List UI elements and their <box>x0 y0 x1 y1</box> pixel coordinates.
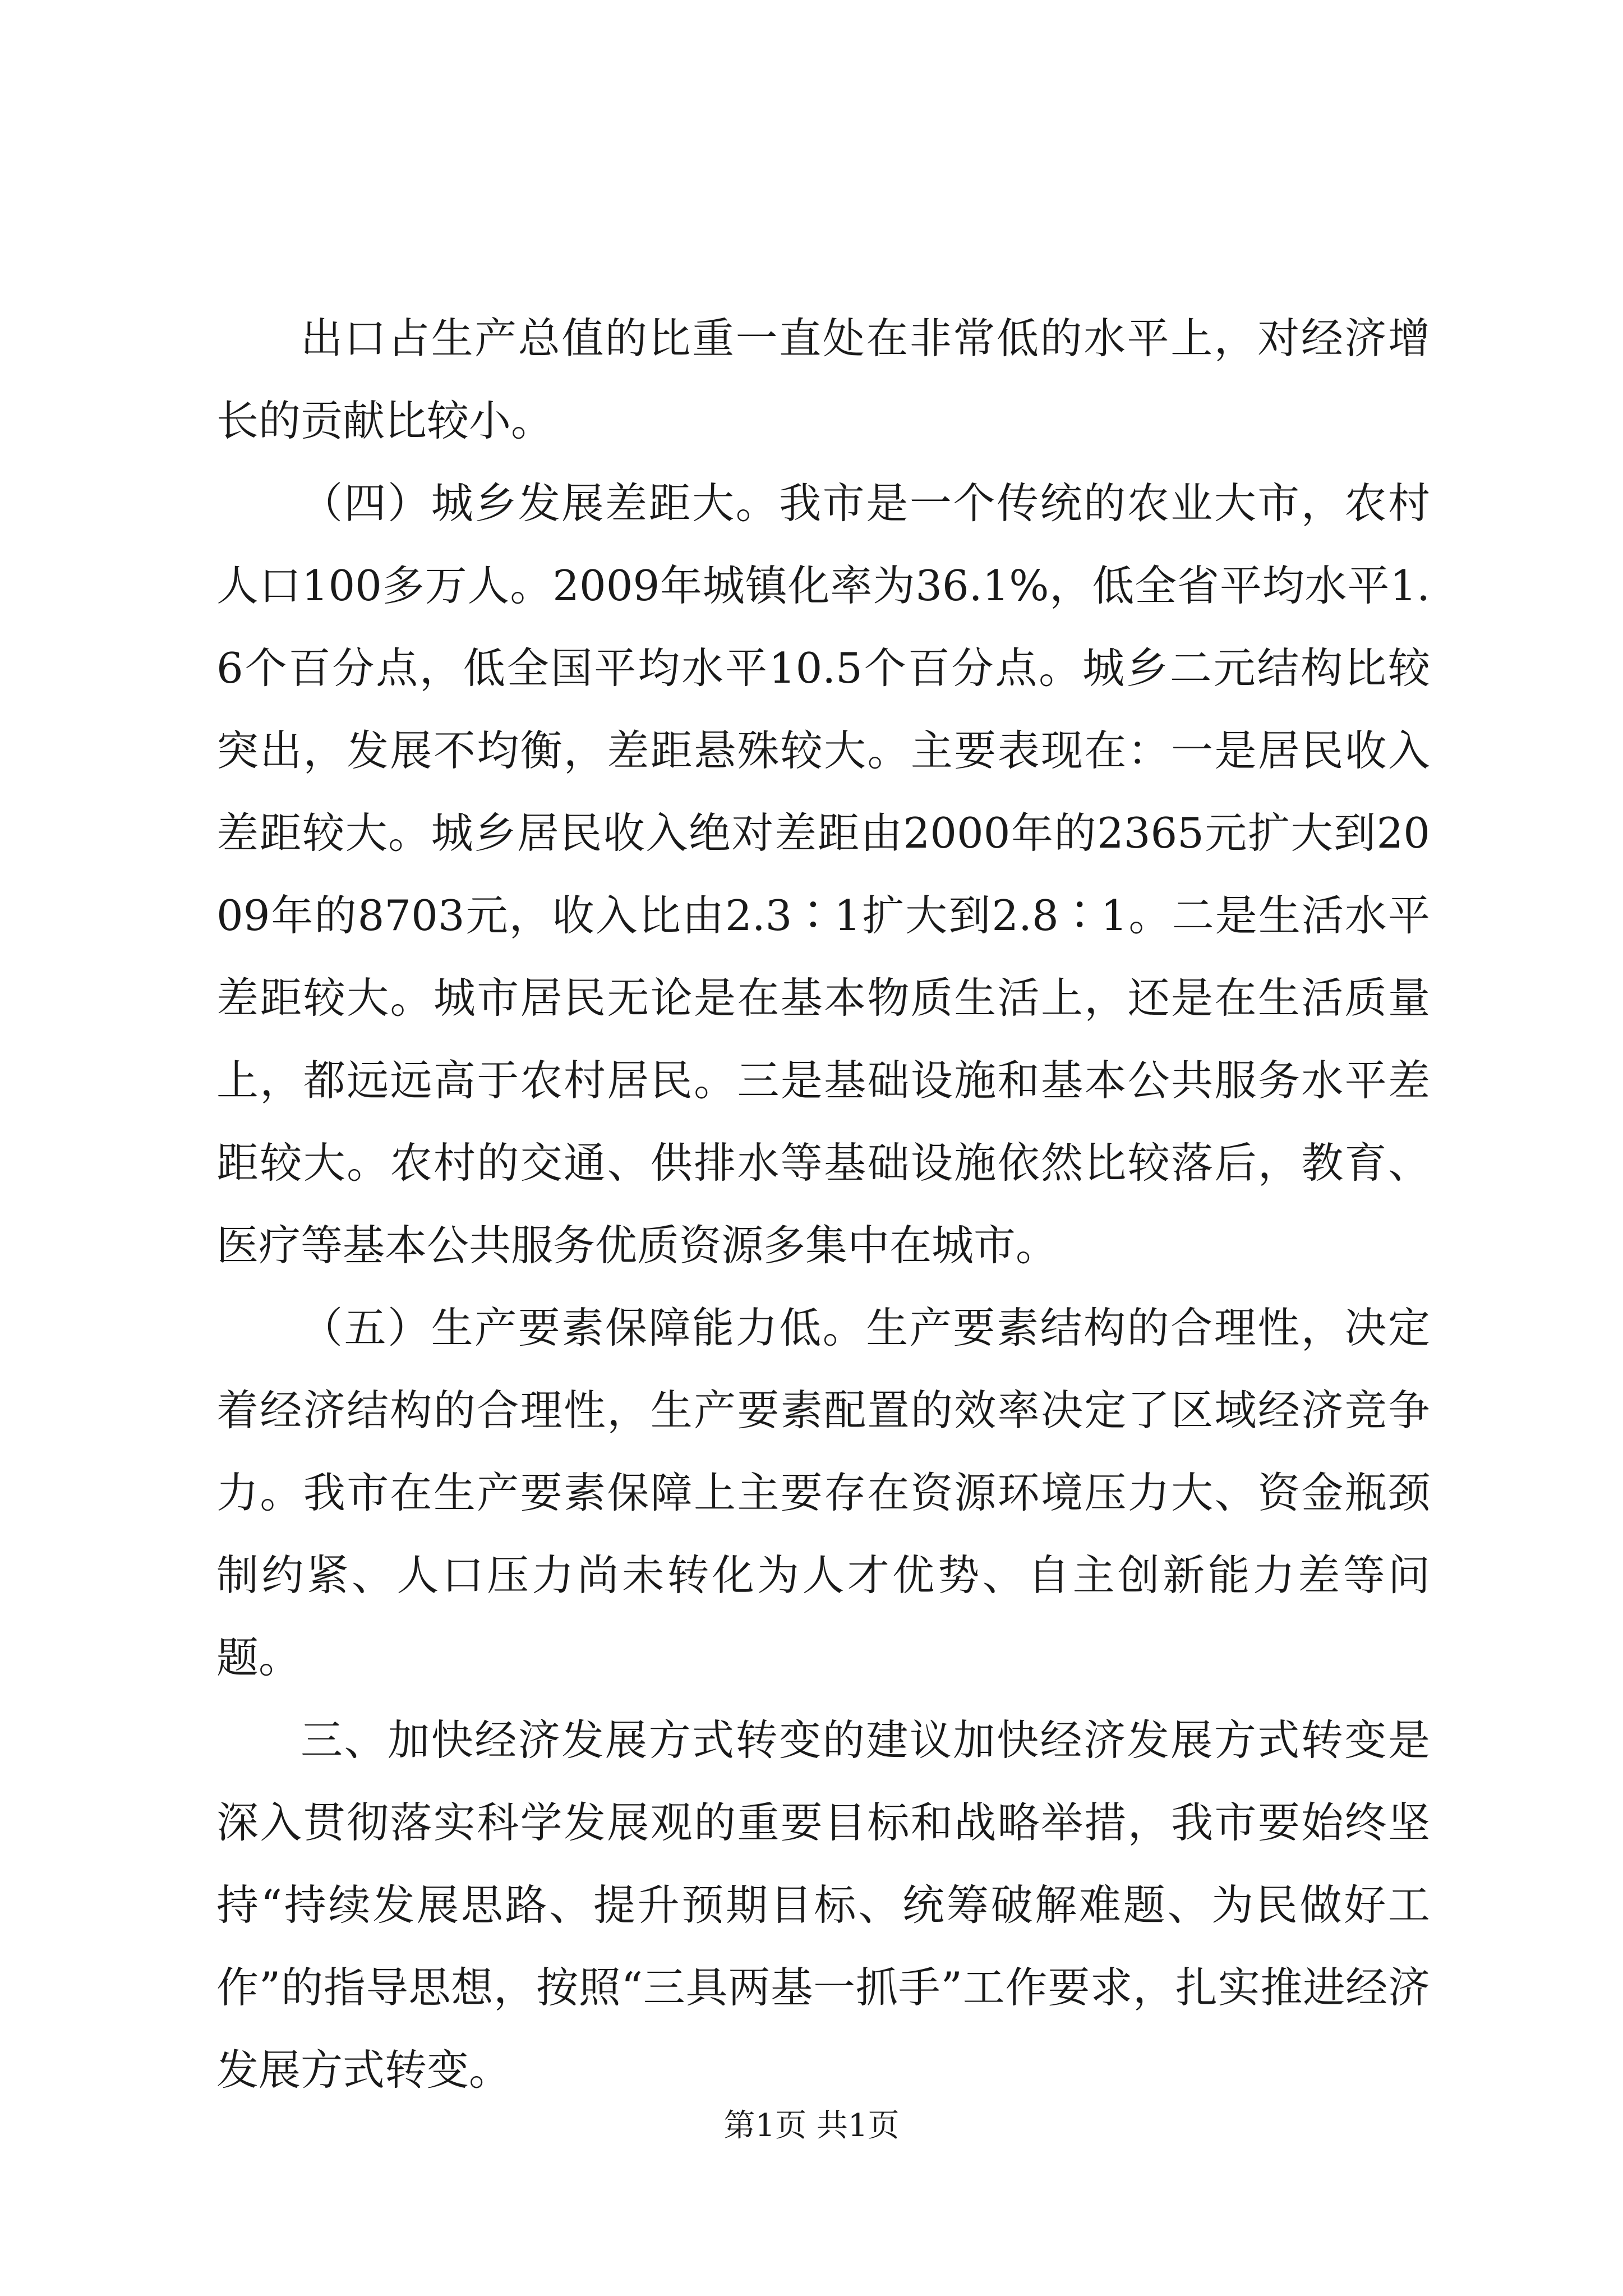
page-number-footer: 第1页 共1页 <box>723 2108 900 2144</box>
paragraph-production-factors: （五）生产要素保障能力低。生产要素结构的合理性，决定着经济结构的合理性，生产要素配置的效率决定了区域经济竞争力。我市在生产要素保障上主要存在资源环境压力大、资金瓶颈制约紧、人口压力尚未转化为人才优势、自主创新能力差等问题。 <box>216 1303 1430 1682</box>
paragraph-recommendations: 三、加快经济发展方式转变的建议加快经济发展方式转变是深入贯彻落实科学发展观的重要目标和战略举措，我市要始终坚持“持续发展思路、提升预期目标、统筹破解难题、为民做好工作”的指导思想，按照“三具两基一抓手”工作要求，扎实推进经济发展方式转变。 <box>216 1715 1430 2095</box>
document-body <box>216 297 1430 2111</box>
paragraph-export-share: 出口占生产总值的比重一直处在非常低的水平上，对经济增长的贡献比较小。 <box>216 314 1430 445</box>
paragraph-urban-rural-gap: （四）城乡发展差距大。我市是一个传统的农业大市，农村人口100多万人。2009年城镇化率为36.1%，低全省平均水平1.6个百分点，低全国平均水平10.5个百分点。城乡二元结构比较突出，发展不均衡，差距悬殊较大。主要表现在：一是居民收入差距较大。城乡居民收入绝对差距由2000年的2365元扩大到2009年的8703元，收入比由2.3∶1扩大到2.8∶1。二是生活水平差距较大。城市居民无论是在基本物质生活上，还是在生活质量上，都远远高于农村居民。三是基础设施和基本公共服务水平差距较大。农村的交通、供排水等基础设施依然比较落后，教育、医疗等基本公共服务优质资源多集中在城市。 <box>216 478 1430 1270</box>
